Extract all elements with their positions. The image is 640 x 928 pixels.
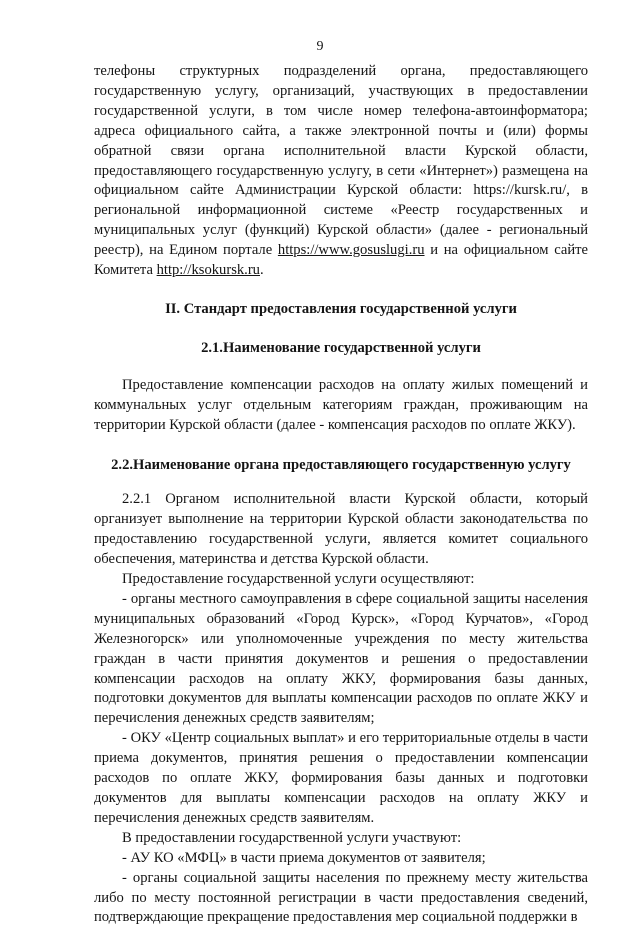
participants-item-social: - органы социальной защиты населения по прежнему месту жительства либо по месту постоянной регистрации в части предоставления сведений, подтверждающие прекращение предоставления мер социальной поддержки в [94,869,588,926]
paragraph-2-2-1: 2.2.1 Органом исполнительной власти Курской области, который организует выполнение на территории Курской области законодательства по предоставлению государственной услуги, является комитет социального обеспечения, материнства и детства Курской области. [94,491,588,568]
providers-item-oku: - ОКУ «Центр социальных выплат» и его территориальные отделы в части приема документов, принятия решения о предоставлении компенсации расходов по оплате ЖКУ, формирования базы данных и подготовки документов для выплаты компенсации расходов на оплату ЖКУ и перечисления денежных средств заявителям. [94,730,588,826]
ksokursk-link[interactable]: http://ksokursk.ru [156,262,260,279]
intro-text-c: . [259,262,264,279]
page-body [94,62,588,928]
page-number: 9 [316,39,324,54]
intro-paragraph [94,62,588,281]
providers-intro: Предоставление государственной услуги осуществляют: [122,571,475,588]
providers-item-local: - органы местного самоуправления в сфере социальной защиты населения муниципальных образований «Город Курск», «Город Курчатов», «Город Железногорск» или уполномоченные учреждения по месту жительства граждан в части принятия документов и решения о предоставлении компенсации расходов на оплату ЖКУ, формирования базы данных, подготовки документов для выплаты компенсации расходов по оплате ЖКУ и перечисления денежных средств заявителям; [94,590,588,727]
gosuslugi-link[interactable]: https://www.gosuslugi.ru [277,242,425,259]
subsection-2-1-text: Предоставление компенсации расходов на оплату жилых помещений и коммунальных услуг отдельным категориям граждан, проживающим на территории Курской области (далее - компенсация расходов по оплате ЖКУ). [94,376,588,433]
participants-item-mfc: - АУ КО «МФЦ» в части приема документов от заявителя; [122,849,486,866]
subsection-2-1-title: 2.1.Наименование государственной услуги [201,339,481,356]
section-title: II. Стандарт предоставления государственной услуги [165,300,517,317]
intro-text-b: и на официальном сайте Комитета [94,242,588,279]
subsection-2-2-title: 2.2.Наименование органа предоставляющего государственную услугу [111,456,571,473]
participants-intro: В предоставлении государственной услуги участвуют: [122,829,462,846]
intro-text-a: телефоны структурных подразделений органа, предоставляющего государственную услугу, организаций, участвующих в предоставлении государственной услуги, в том числе номер телефона-автоинформатора; адреса официального сайта, а также электронной почты и (или) формы обратной связи органа исполнительной власти Курской области, предоставляющего государственную услугу, в сети «Интернет») размещена на официальном сайте Администрации Курской области: https://kursk.ru/, в региональной информационной системе «Реестр государственных и муниципальных услуг (функций) Курской области» (далее - региональный реестр), на Едином портале [94,63,588,259]
